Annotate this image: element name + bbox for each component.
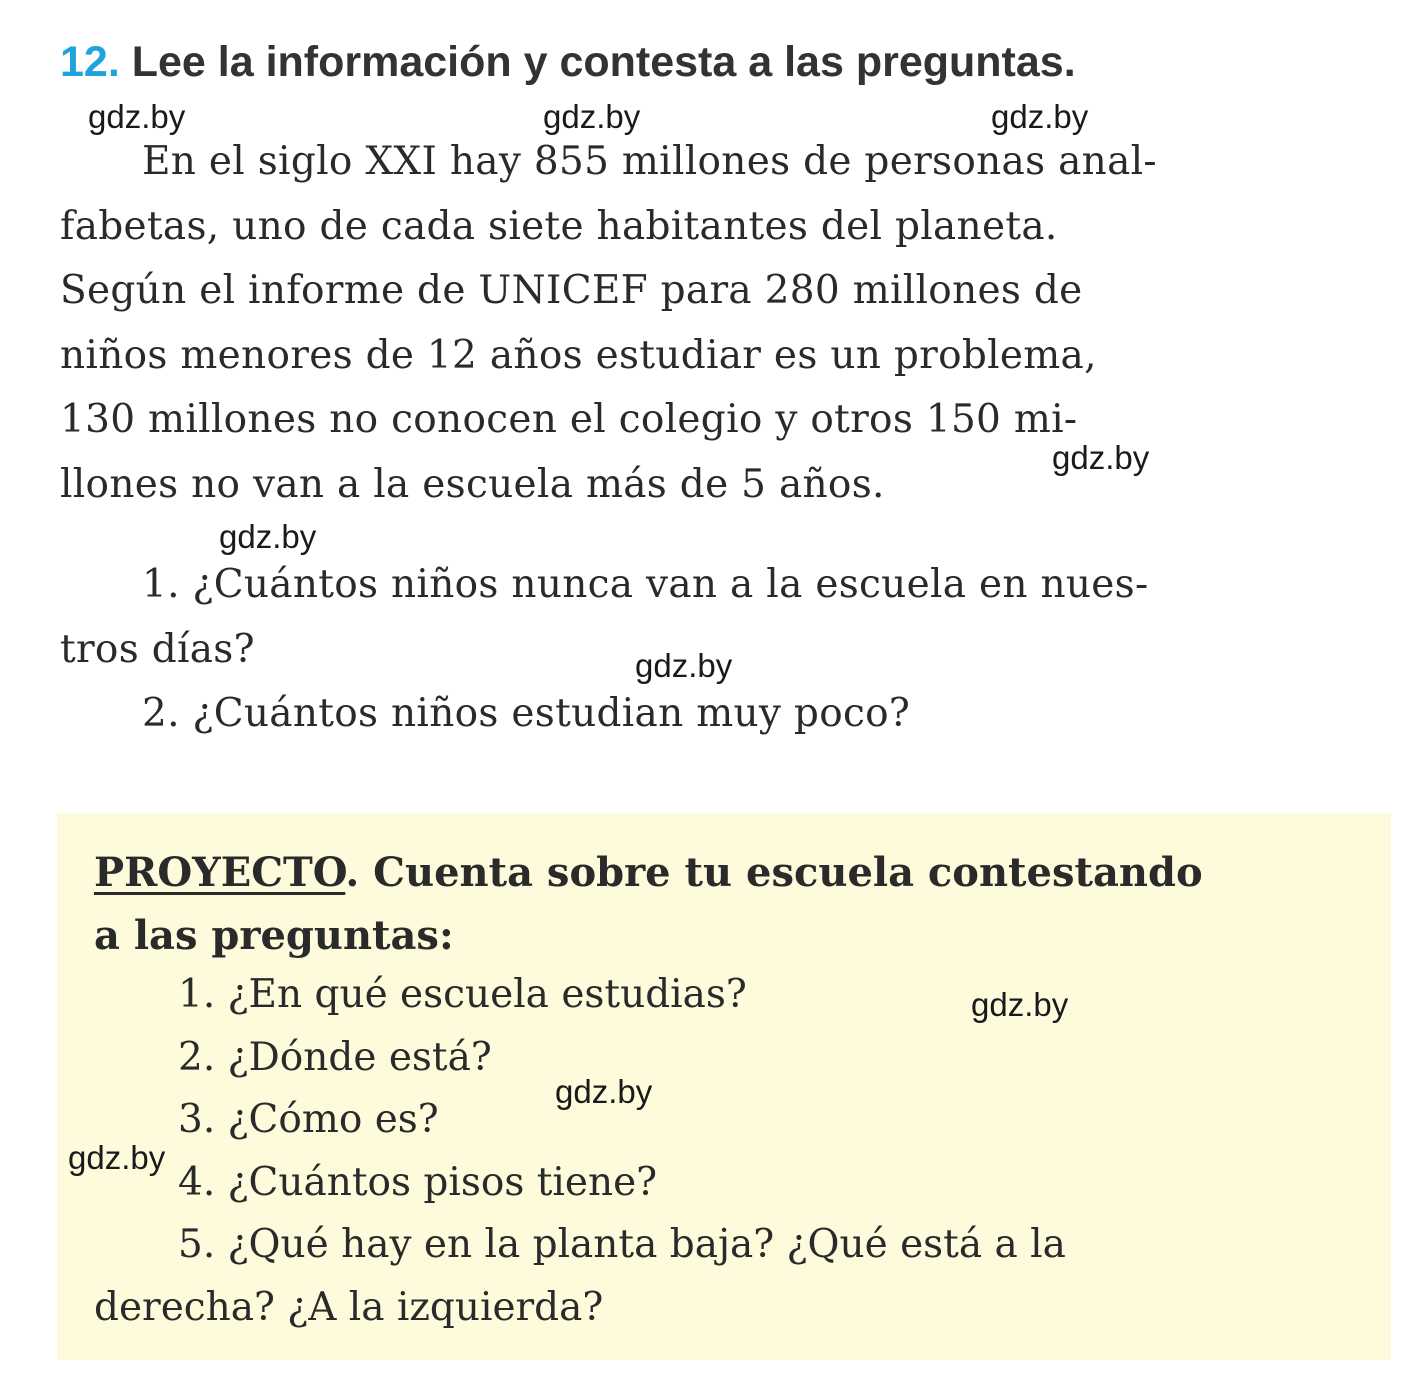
text-line-1: En el siglo XXI hay 855 millones de personas anal-: [142, 139, 1157, 184]
project-box: [57, 813, 1391, 1360]
project-label: PROYECTO: [94, 849, 346, 896]
text-line-2: fabetas, uno de cada siete habitantes del planeta.: [60, 204, 1058, 249]
project-question-5-line-2: derecha? ¿A la izquierda?: [94, 1285, 604, 1330]
watermark: gdz.by: [971, 986, 1069, 1023]
watermark: gdz.by: [219, 518, 317, 555]
exercise-heading: [60, 36, 1076, 88]
text-line-3: Según el informe de UNICEF para 280 millones de: [60, 268, 1083, 313]
project-question-2: 2. ¿Dónde está?: [178, 1035, 492, 1080]
watermark: gdz.by: [88, 98, 186, 135]
text-line-4: niños menores de 12 años estudiar es un problema,: [60, 333, 1097, 378]
question-1-line-1: 1. ¿Cuántos niños nunca van a la escuela en nues-: [142, 562, 1149, 607]
watermark: gdz.by: [635, 647, 733, 684]
watermark: gdz.by: [543, 98, 641, 135]
watermark: gdz.by: [991, 98, 1089, 135]
text-line-6: llones no van a la escuela más de 5 años.: [60, 462, 885, 507]
project-title-rest: . Cuenta sobre tu escuela contestando: [345, 849, 1203, 896]
watermark: gdz.by: [1052, 439, 1150, 476]
question-2: 2. ¿Cuántos niños estudian muy poco?: [142, 691, 911, 736]
watermark: gdz.by: [555, 1073, 653, 1110]
question-1-line-2: tros días?: [60, 627, 255, 672]
project-question-1: 1. ¿En qué escuela estudias?: [178, 972, 747, 1017]
project-question-3: 3. ¿Cómo es?: [178, 1097, 439, 1142]
exercise-number: 12.: [60, 38, 120, 86]
exercise-instruction: Lee la información y contesta a las preguntas.: [131, 38, 1076, 86]
project-question-5-line-1: 5. ¿Qué hay en la planta baja? ¿Qué está a la: [178, 1222, 1066, 1267]
project-title-line-2: a las preguntas:: [94, 912, 454, 959]
project-title: [94, 841, 1364, 904]
watermark: gdz.by: [68, 1139, 166, 1176]
text-line-5: 130 millones no conocen el colegio y otros 150 mi-: [60, 397, 1078, 442]
project-question-4: 4. ¿Cuántos pisos tiene?: [178, 1160, 658, 1205]
